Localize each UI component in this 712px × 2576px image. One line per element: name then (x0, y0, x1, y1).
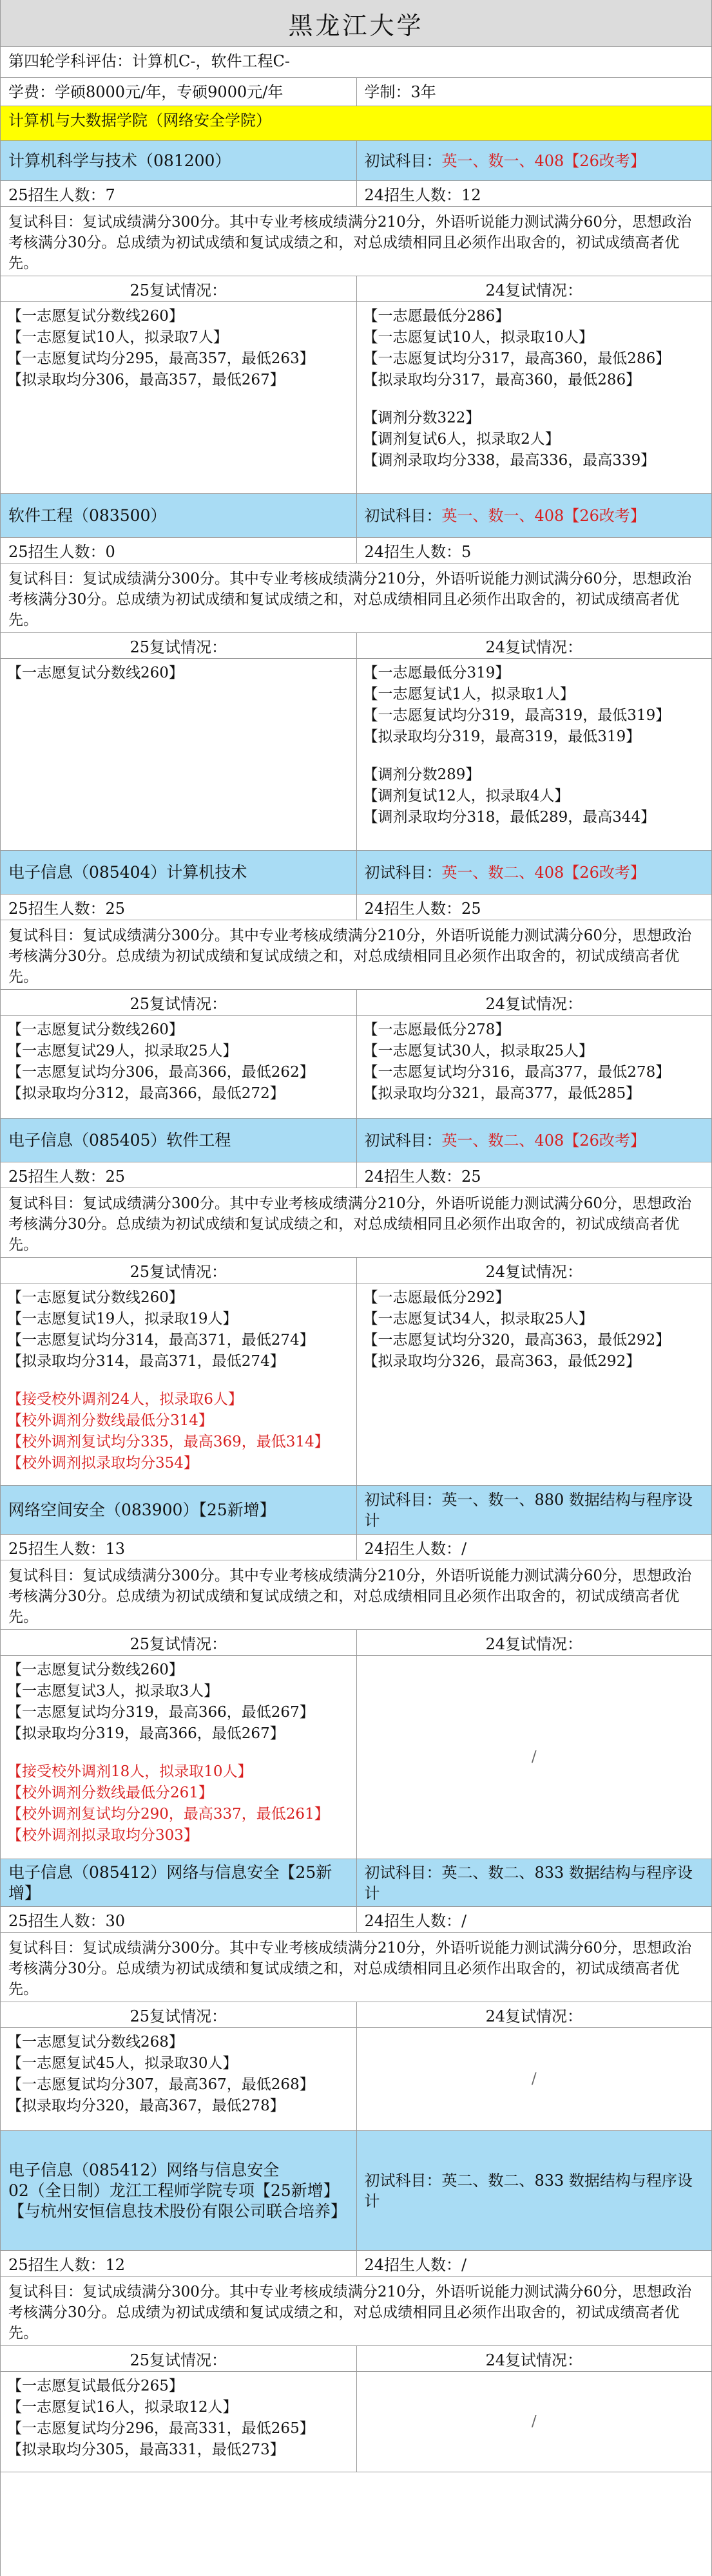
exam-subjects: 初试科目：英一、数一、880 数据结构与程序设计 (356, 1486, 712, 1534)
list-item: 【调剂分数289】 (363, 766, 481, 783)
retest-desc-text: 复试科目：复试成绩满分300分。其中专业考核成绩满分210分，外语听说能力测试满分60分，思想政治考核满分30分。总成绩为初试成绩和复试成绩之和，对总成绩相同且必须作出取舍的，初试成绩高者优先。 (8, 2284, 692, 2342)
retest-25-head: 25复试情况： (130, 1263, 227, 1281)
retest-24-head: 24复试情况： (356, 276, 712, 301)
retest-desc-text: 复试科目：复试成绩满分300分。其中专业考核成绩满分210分，外语听说能力测试满分60分，思想政治考核满分30分。总成绩为初试成绩和复试成绩之和，对总成绩相同且必须作出取舍的，初试成绩高者优先。 (8, 1195, 692, 1253)
school-name: 计算机与大数据学院（网络安全学院） (8, 111, 271, 129)
enrollment-row (1, 1907, 711, 1933)
exam-subjects: 初试科目： 英一、数一、408【26改考】 (356, 141, 712, 180)
list-item: 【接受校外调剂24人，拟录取6人】 (7, 1391, 243, 1408)
program-header (1, 1119, 711, 1162)
study-duration: 学制：3年 (356, 78, 712, 106)
list-item: 【拟录取均分326，最高363，最低292】 (363, 1353, 641, 1370)
retest-25-head: 25复试情况： (130, 995, 227, 1013)
list-item: 【一志愿复试最低分265】 (7, 2378, 184, 2394)
enroll-2025: 25招生人数：30 (8, 1912, 126, 1930)
list-item: 【一志愿复试45人，拟录取30人】 (7, 2055, 238, 2072)
university-title: 黑龙江大学 (1, 0, 711, 47)
retest-description (1, 564, 711, 633)
retest-24-list (356, 302, 712, 493)
program-header (1, 1859, 711, 1907)
enrollment-row (1, 1162, 711, 1188)
program-header (1, 141, 711, 181)
enrollment-row (1, 1535, 711, 1560)
list-item: 【校外调剂复试均分290，最高337，最低261】 (7, 1806, 329, 1823)
retest-25-list (1, 1016, 356, 1118)
list-item: 【一志愿复试分数线260】 (7, 308, 184, 325)
tuition-fee: 学费：学硕8000元/年，专硕9000元/年 (8, 83, 284, 101)
list-item: 【一志愿最低分286】 (363, 308, 510, 325)
retest-24-empty: / (356, 2028, 712, 2130)
enrollment-row (1, 181, 711, 207)
list-item: 【一志愿复试均分317，最高360，最低286】 (363, 350, 671, 367)
retest-detail-row (1, 1283, 711, 1486)
list-item: 【调剂分数322】 (363, 410, 481, 426)
list-item: 【拟录取均分314，最高371，最低274】 (7, 1353, 285, 1370)
retest-desc-text: 复试科目：复试成绩满分300分。其中专业考核成绩满分210分，外语听说能力测试满分60分，思想政治考核满分30分。总成绩为初试成绩和复试成绩之和，对总成绩相同且必须作出取舍的，初试成绩高者优先。 (8, 1567, 692, 1625)
retest-head-row (1, 2002, 711, 2028)
retest-25-head: 25复试情况： (130, 2007, 227, 2025)
enroll-2025: 25招生人数：13 (8, 1540, 126, 1558)
enroll-2025: 25招生人数：12 (8, 2256, 126, 2274)
list-item: 【一志愿复试34人，拟录取25人】 (363, 1311, 594, 1327)
list-item: 【校外调剂分数线最低分314】 (7, 1412, 213, 1429)
list-item: 【接受校外调剂18人，拟录取10人】 (7, 1763, 253, 1780)
retest-24-list (356, 1016, 712, 1118)
list-item: 【一志愿复试均分314，最高371，最低274】 (7, 1332, 314, 1349)
list-item: 【拟录取均分319，最高319，最低319】 (363, 728, 641, 745)
list-item: 【校外调剂分数线最低分261】 (7, 1785, 213, 1801)
retest-25-head: 25复试情况： (130, 2351, 227, 2369)
list-item: 【一志愿复试均分319，最高319，最低319】 (363, 707, 671, 724)
list-item: 【调剂复试6人，拟录取2人】 (363, 431, 560, 448)
retest-24-head: 24复试情况： (356, 633, 712, 658)
program-name: 电子信息（085405）软件工程 (8, 1130, 231, 1150)
program-header (1, 1486, 711, 1535)
program-name-line: 02（全日制）龙江工程师学院专项【25新增】 (8, 2181, 340, 2200)
list-item: 【校外调剂拟录取均分354】 (7, 1455, 198, 1472)
list-item: 【一志愿复试1人，拟录取1人】 (363, 686, 575, 703)
fee-row (1, 78, 711, 106)
list-item: 【校外调剂复试均分335，最高369，最低314】 (7, 1434, 329, 1450)
program-name (1, 2131, 356, 2250)
exam-subjects: 初试科目：英二、数二、833 数据结构与程序设计 (356, 1859, 712, 1906)
list-item: 【一志愿复试29人，拟录取25人】 (7, 1043, 238, 1059)
eval-row (1, 47, 711, 78)
program-name: 网络空间安全（083900）【25新增】 (8, 1500, 276, 1519)
program-name-line: 电子信息（085412）网络与信息安全 (8, 2160, 280, 2179)
retest-25-list (1, 2372, 356, 2472)
list-item: 【调剂录取均分318，最低289，最高344】 (363, 809, 656, 826)
retest-head-row (1, 2346, 711, 2372)
enroll-2025: 25招生人数：0 (8, 543, 115, 561)
retest-25-list (1, 2028, 356, 2130)
retest-description (1, 1188, 711, 1258)
retest-25-list (1, 302, 356, 493)
retest-description (1, 1933, 711, 2002)
retest-head-row (1, 1258, 711, 1283)
retest-description (1, 1560, 711, 1630)
list-item: 【一志愿复试10人，拟录取7人】 (7, 329, 228, 346)
retest-head-row (1, 276, 711, 302)
retest-24-head: 24复试情况： (356, 1258, 712, 1283)
list-item: 【一志愿复试分数线268】 (7, 2034, 184, 2050)
retest-desc-text: 复试科目：复试成绩满分300分。其中专业考核成绩满分210分，外语听说能力测试满分60分，思想政治考核满分30分。总成绩为初试成绩和复试成绩之和，对总成绩相同且必须作出取舍的，初试成绩高者优先。 (8, 1940, 692, 1998)
list-item: 【一志愿复试分数线260】 (7, 1289, 184, 1306)
retest-25-head: 25复试情况： (130, 1635, 227, 1653)
list-item: 【一志愿复试10人，拟录取10人】 (363, 329, 594, 346)
list-item: 【拟录取均分321，最高377，最低285】 (363, 1085, 641, 1102)
retest-25-list (1, 1656, 356, 1859)
retest-24-empty: / (356, 1656, 712, 1859)
enroll-2025: 25招生人数：7 (8, 186, 115, 204)
list-item: 【一志愿复试19人，拟录取19人】 (7, 1311, 238, 1327)
exam-subjects: 初试科目： 英一、数一、408【26改考】 (356, 494, 712, 537)
program-name: 电子信息（085404）计算机技术 (8, 862, 247, 882)
retest-24-head: 24复试情况： (356, 2346, 712, 2371)
retest-head-row (1, 633, 711, 659)
enroll-2025: 25招生人数：25 (8, 900, 126, 918)
program-name: 电子信息（085412）网络与信息安全【25新增】 (8, 1862, 332, 1902)
retest-head-row (1, 1630, 711, 1656)
list-item: 【一志愿复试均分306，最高366，最低262】 (7, 1064, 314, 1081)
list-item: 【一志愿复试均分307，最高367，最低268】 (7, 2076, 314, 2093)
list-item: 【一志愿复试分数线260】 (7, 1021, 184, 1038)
retest-24-list (356, 659, 712, 850)
retest-desc-text: 复试科目：复试成绩满分300分。其中专业考核成绩满分210分，外语听说能力测试满分60分，思想政治考核满分30分。总成绩为初试成绩和复试成绩之和，对总成绩相同且必须作出取舍的，初试成绩高者优先。 (8, 571, 692, 629)
list-item: 【一志愿最低分319】 (363, 665, 510, 681)
retest-detail-row (1, 1656, 711, 1859)
list-item: 【校外调剂拟录取均分303】 (7, 1827, 198, 1844)
subject-evaluation: 第四轮学科评估：计算机C-，软件工程C- (8, 52, 290, 70)
list-item: 【一志愿复试16人，拟录取12人】 (7, 2399, 238, 2416)
retest-24-head: 24复试情况： (356, 990, 712, 1015)
list-item: 【一志愿最低分278】 (363, 1021, 510, 1038)
retest-detail-row (1, 659, 711, 851)
list-item: 【一志愿复试30人，拟录取25人】 (363, 1043, 594, 1059)
retest-24-list (356, 1283, 712, 1485)
program-name-line: 【与杭州安恒信息技术股份有限公司联合培养】 (8, 2201, 347, 2221)
enrollment-row (1, 895, 711, 920)
school-header (1, 106, 711, 141)
retest-detail-row (1, 2372, 711, 2472)
retest-head-row (1, 990, 711, 1016)
retest-desc-text: 复试科目：复试成绩满分300分。其中专业考核成绩满分210分，外语听说能力测试满分60分，思想政治考核满分30分。总成绩为初试成绩和复试成绩之和，对总成绩相同且必须作出取舍的，初试成绩高者优先。 (8, 214, 692, 272)
retest-detail-row (1, 302, 711, 494)
retest-detail-row (1, 1016, 711, 1119)
enroll-2024: 24招生人数：25 (356, 1162, 712, 1188)
retest-25-head: 25复试情况： (130, 281, 227, 299)
retest-25-head: 25复试情况： (130, 638, 227, 656)
enrollment-row (1, 2251, 711, 2277)
list-item: 【一志愿最低分292】 (363, 1289, 510, 1306)
program-name: 软件工程（083500） (8, 506, 167, 525)
retest-24-empty: / (356, 2372, 712, 2472)
list-item: 【一志愿复试分数线260】 (7, 1662, 184, 1678)
list-item: 【一志愿复试均分319，最高366，最低267】 (7, 1704, 314, 1721)
enroll-2024: 24招生人数：/ (356, 1907, 712, 1932)
list-item: 【一志愿复试均分296，最高331，最低265】 (7, 2420, 314, 2437)
program-header (1, 494, 711, 538)
retest-24-head: 24复试情况： (356, 2002, 712, 2027)
program-header (1, 851, 711, 895)
exam-subjects: 初试科目：英二、数二、833 数据结构与程序设计 (356, 2131, 712, 2250)
retest-desc-text: 复试科目：复试成绩满分300分。其中专业考核成绩满分210分，外语听说能力测试满分60分，思想政治考核满分30分。总成绩为初试成绩和复试成绩之和，对总成绩相同且必须作出取舍的，初试成绩高者优先。 (8, 927, 692, 985)
list-item: 【拟录取均分317，最高360，最低286】 (363, 372, 641, 388)
exam-subjects: 初试科目： 英一、数二、408【26改考】 (356, 1119, 712, 1162)
list-item: 【一志愿复试3人，拟录取3人】 (7, 1683, 219, 1700)
enrollment-row (1, 538, 711, 564)
retest-detail-row (1, 2028, 711, 2131)
exam-subjects: 初试科目： 英一、数二、408【26改考】 (356, 851, 712, 894)
enroll-2024: 24招生人数：25 (356, 895, 712, 920)
list-item: 【一志愿复试分数线260】 (7, 665, 184, 681)
list-item: 【拟录取均分305，最高331，最低273】 (7, 2441, 285, 2458)
program-header (1, 2131, 711, 2251)
list-item: 【调剂复试12人，拟录取4人】 (363, 788, 570, 804)
list-item: 【拟录取均分306，最高357，最低267】 (7, 372, 285, 388)
retest-description (1, 2277, 711, 2346)
retest-25-list (1, 659, 356, 850)
list-item: 【一志愿复试均分316，最高377，最低278】 (363, 1064, 671, 1081)
enroll-2024: 24招生人数：12 (356, 181, 712, 206)
enroll-2024: 24招生人数：5 (356, 538, 712, 563)
list-item: 【一志愿复试均分320，最高363，最低292】 (363, 1332, 671, 1349)
list-item: 【调剂录取均分338，最高336，最高339】 (363, 452, 656, 469)
list-item: 【拟录取均分320，最高367，最低278】 (7, 2098, 285, 2114)
enroll-2025: 25招生人数：25 (8, 1168, 126, 1186)
enroll-2024: 24招生人数：/ (356, 2251, 712, 2276)
list-item: 【拟录取均分312，最高366，最低272】 (7, 1085, 285, 1102)
retest-24-head: 24复试情况： (356, 1630, 712, 1655)
list-item: 【一志愿复试均分295，最高357，最低263】 (7, 350, 314, 367)
retest-25-list (1, 1283, 356, 1485)
retest-description (1, 207, 711, 276)
enroll-2024: 24招生人数：/ (356, 1535, 712, 1560)
list-item: 【拟录取均分319，最高366，最低267】 (7, 1725, 285, 1742)
program-name: 计算机科学与技术（081200） (8, 151, 231, 170)
retest-description (1, 920, 711, 990)
